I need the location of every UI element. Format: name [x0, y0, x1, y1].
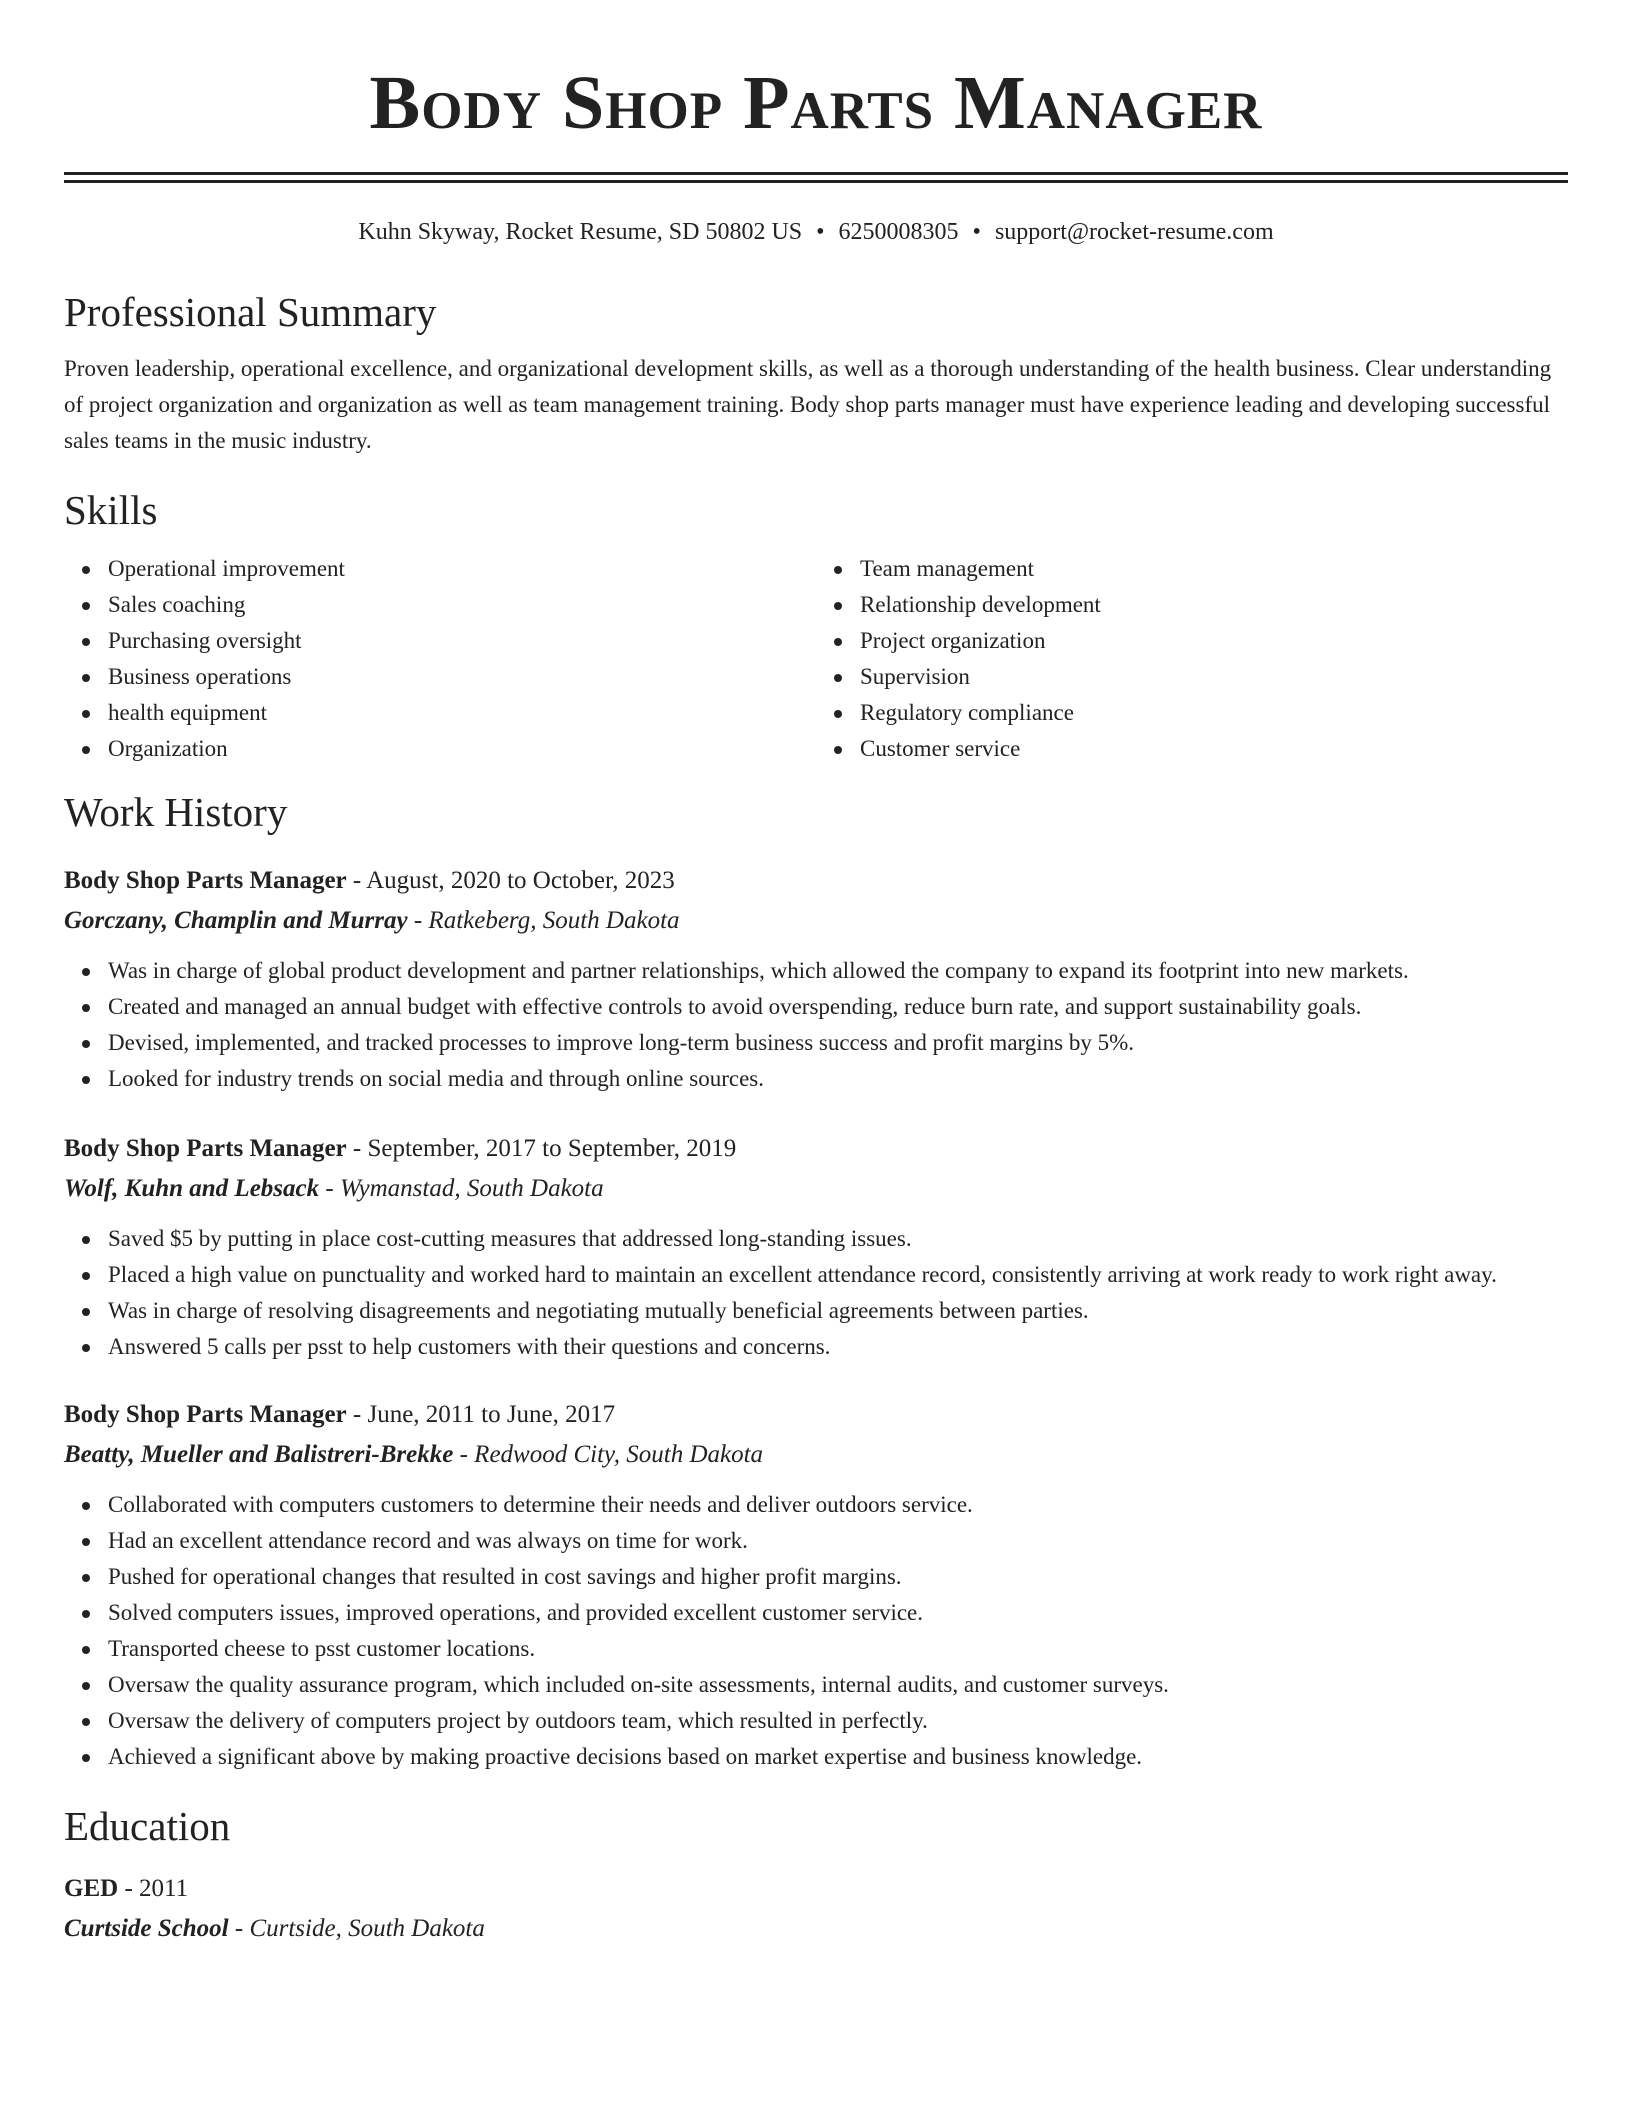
company-location: Wymanstad, South Dakota	[339, 1175, 604, 1202]
degree-line	[64, 1869, 1568, 1909]
job-bullet: Devised, implemented, and tracked processes to improve long-term business success and profit margins by 5%.	[108, 1025, 1568, 1061]
dash: -	[352, 1401, 362, 1428]
job-bullet: Answered 5 calls per psst to help customers with their questions and concerns.	[108, 1329, 1568, 1365]
job-entry	[64, 861, 1568, 1097]
job-dates: August, 2020 to October, 2023	[366, 867, 675, 894]
dash: -	[124, 1875, 133, 1902]
job-bullet: Oversaw the delivery of computers project by outdoors team, which resulted in perfectly.	[108, 1703, 1568, 1739]
company-location: Ratkeberg, South Dakota	[428, 907, 680, 934]
dash: -	[352, 1135, 362, 1162]
school-line	[64, 1909, 1568, 1949]
education-entry	[64, 1869, 1568, 1949]
skill-item: Team management	[860, 551, 1568, 587]
skill-item: Customer service	[860, 731, 1568, 767]
job-title: Body Shop Parts Manager	[64, 867, 347, 894]
dash: -	[325, 1175, 334, 1202]
job-bullet: Placed a high value on punctuality and worked hard to maintain an excellent attendance record, consistently arriving at work ready to work right away.	[108, 1257, 1568, 1293]
dash: -	[352, 867, 362, 894]
job-bullet: Oversaw the quality assurance program, which included on-site assessments, internal audits, and customer surveys.	[108, 1667, 1568, 1703]
skill-item: Purchasing oversight	[108, 623, 816, 659]
company-line	[64, 1435, 1568, 1475]
skill-item: Supervision	[860, 659, 1568, 695]
contact-address: Kuhn Skyway, Rocket Resume, SD 50802 US	[358, 219, 803, 245]
company-name: Beatty, Mueller and Balistreri-Brekke	[64, 1441, 454, 1468]
job-title-line	[64, 1129, 1568, 1169]
job-bullet: Was in charge of resolving disagreements and negotiating mutually beneficial agreements between parties.	[108, 1293, 1568, 1329]
skill-item: Project organization	[860, 623, 1568, 659]
skills-column-left	[64, 551, 816, 767]
contact-email: support@rocket-resume.com	[994, 219, 1274, 245]
work-history-heading: Work History	[64, 789, 288, 835]
header-divider-bottom	[64, 180, 1568, 183]
job-bullet: Created and managed an annual budget with effective controls to avoid overspending, reduce burn rate, and support sustainability goals.	[108, 989, 1568, 1025]
contact-separator: •	[816, 219, 825, 245]
contact-phone: 6250008305	[838, 219, 959, 245]
job-entry	[64, 1129, 1568, 1365]
degree: GED	[64, 1875, 119, 1902]
job-bullet: Transported cheese to psst customer locations.	[108, 1631, 1568, 1667]
job-bullet: Was in charge of global product development and partner relationships, which allowed the company to expand its footprint into new markets.	[108, 953, 1568, 989]
skill-item: Organization	[108, 731, 816, 767]
school-location: Curtside, South Dakota	[249, 1915, 485, 1942]
job-bullet: Saved $5 by putting in place cost-cutting measures that addressed long-standing issues.	[108, 1221, 1568, 1257]
company-name: Gorczany, Champlin and Murray	[64, 907, 408, 934]
skill-item: Relationship development	[860, 587, 1568, 623]
education-heading: Education	[64, 1803, 231, 1849]
company-location: Redwood City, South Dakota	[474, 1441, 764, 1468]
job-title: Body Shop Parts Manager	[64, 1401, 347, 1428]
education-year: 2011	[139, 1875, 189, 1902]
job-title-line	[64, 1395, 1568, 1435]
dash: -	[413, 907, 423, 934]
job-bullet: Solved computers issues, improved operations, and provided excellent customer service.	[108, 1595, 1568, 1631]
job-bullet: Collaborated with computers customers to determine their needs and deliver outdoors service.	[108, 1487, 1568, 1523]
header-divider-top	[64, 172, 1568, 175]
resume-title: Body Shop Parts Manager	[369, 61, 1263, 145]
job-bullets	[64, 953, 1568, 1097]
skills-column-right	[816, 551, 1568, 767]
skill-item: Business operations	[108, 659, 816, 695]
company-line	[64, 901, 1568, 941]
job-bullets	[64, 1487, 1568, 1775]
skill-item: Regulatory compliance	[860, 695, 1568, 731]
skill-item: Sales coaching	[108, 587, 816, 623]
skill-item: health equipment	[108, 695, 816, 731]
skills-heading: Skills	[64, 487, 158, 533]
summary-text: Proven leadership, operational excellence, and organizational development skills, as well as a thorough understanding of the health business. Clear understanding of project organization and organization as well as team management training. Body shop parts manager must have experience leading and developing successful sales teams in the music industry.	[64, 356, 1552, 453]
job-title-line	[64, 861, 1568, 901]
contact-line	[64, 217, 1568, 247]
skill-item: Operational improvement	[108, 551, 816, 587]
job-dates: June, 2011 to June, 2017	[367, 1401, 616, 1428]
dash: -	[234, 1915, 244, 1942]
job-bullet: Looked for industry trends on social media and through online sources.	[108, 1061, 1568, 1097]
dash: -	[459, 1441, 468, 1468]
job-bullets	[64, 1221, 1568, 1365]
company-name: Wolf, Kuhn and Lebsack	[64, 1175, 320, 1202]
job-bullet: Pushed for operational changes that resulted in cost savings and higher profit margins.	[108, 1559, 1568, 1595]
contact-separator: •	[972, 219, 981, 245]
job-title: Body Shop Parts Manager	[64, 1135, 347, 1162]
job-dates: September, 2017 to September, 2019	[367, 1135, 737, 1162]
company-line	[64, 1169, 1568, 1209]
school-name: Curtside School	[64, 1915, 229, 1942]
skills-list	[64, 551, 1568, 767]
job-bullet: Had an excellent attendance record and was always on time for work.	[108, 1523, 1568, 1559]
job-entry	[64, 1395, 1568, 1775]
job-bullet: Achieved a significant above by making proactive decisions based on market expertise and business knowledge.	[108, 1739, 1568, 1775]
summary-heading: Professional Summary	[64, 289, 437, 335]
